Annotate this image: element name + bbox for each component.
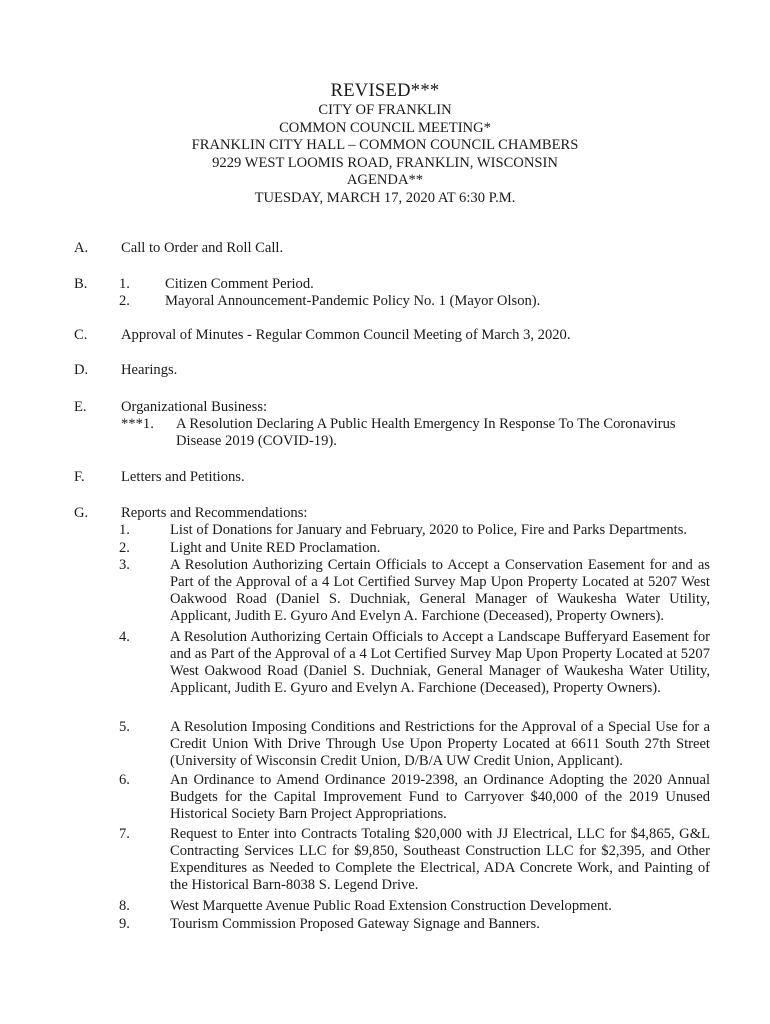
- item-text: An Ordinance to Amend Ordinance 2019-2398, an Ordinance Adopting the 2020 Annual Budgets for the Capital Improvement Fund to Carryover $40,000 of the 2019 Unused Historical Society Barn Project Appropriations.: [170, 772, 710, 822]
- agenda-header: [0, 80, 770, 208]
- section-text: Letters and Petitions.: [121, 469, 245, 485]
- meeting-date: TUESDAY, MARCH 17, 2020 AT 6:30 P.M.: [254, 189, 516, 206]
- item-number: 2.: [119, 293, 130, 309]
- section-letter: E.: [74, 399, 87, 415]
- section-letter: A.: [74, 240, 89, 256]
- meeting-location: FRANKLIN CITY HALL – COMMON COUNCIL CHAMBERS: [191, 137, 579, 154]
- item-number: 7.: [119, 826, 130, 842]
- meeting-name: COMMON COUNCIL MEETING*: [279, 119, 491, 136]
- item-text: Tourism Commission Proposed Gateway Signage and Banners.: [170, 916, 540, 932]
- section-text: Approval of Minutes - Regular Common Council Meeting of March 3, 2020.: [121, 327, 571, 343]
- section-letter: F.: [74, 469, 85, 485]
- item-text: Citizen Comment Period.: [165, 276, 314, 292]
- item-text: A Resolution Authorizing Certain Officials to Accept a Conservation Easement for and as Part of the Approval of a 4 Lot Certified Survey Map Upon Property Located at 5207 West Oakwood Road (Daniel S. Duchniak, General Manager of Waukesha Water Utility, Applicant, Judith E. Gyuro And Evelyn A. Farchione (Deceased), Property Owners).: [170, 557, 710, 624]
- item-number: 6.: [119, 772, 130, 788]
- item-number: 1.: [119, 276, 130, 292]
- section-text: Call to Order and Roll Call.: [121, 240, 284, 256]
- revised-title: REVISED***: [330, 81, 440, 101]
- item-text: Mayoral Announcement-Pandemic Policy No. 1 (Mayor Olson).: [165, 293, 541, 309]
- item-text: A Resolution Authorizing Certain Officials to Accept a Landscape Bufferyard Easement for and as Part of the Approval of a 4 Lot Certified Survey Map Upon Property Located at 5207 West Oakwood Road (Daniel S. Duchniak, General Manager of Waukesha Water Utility, Applicant, Judith E. Gyuro and Evelyn A. Farchione (Deceased), Property Owners).: [170, 629, 710, 696]
- section-text: Hearings.: [121, 362, 178, 378]
- section-letter: D.: [74, 362, 89, 378]
- item-number: 2.: [119, 540, 130, 556]
- item-text: Light and Unite RED Proclamation.: [170, 540, 381, 556]
- agenda-label: AGENDA**: [346, 172, 424, 189]
- revision-marker: ***1.: [121, 416, 154, 432]
- item-text: West Marquette Avenue Public Road Extension Construction Development.: [170, 898, 612, 914]
- item-number: 9.: [119, 916, 130, 932]
- section-text: Reports and Recommendations:: [121, 505, 308, 521]
- city-name: CITY OF FRANKLIN: [318, 102, 452, 118]
- item-text: Request to Enter into Contracts Totaling $20,000 with JJ Electrical, LLC for $4,865, G&L Contracting Services LLC for $9,850, Southeast Construction LLC for $2,395, and Other Expenditures as Needed to Complete the Electrical, ADA Concrete Work, and Painting of the Historical Barn-8038 S. Legend Drive.: [170, 826, 710, 893]
- item-number: 5.: [119, 719, 130, 735]
- item-text: List of Donations for January and February, 2020 to Police, Fire and Parks Departments.: [170, 522, 688, 538]
- section-text: Organizational Business:: [121, 399, 268, 415]
- section-letter: B.: [74, 276, 88, 292]
- item-text: A Resolution Declaring A Public Health Emergency In Response To The Coronavirus Disease 2019 (COVID-19).: [176, 416, 676, 449]
- item-number: 1.: [119, 522, 130, 538]
- item-text: A Resolution Imposing Conditions and Restrictions for the Approval of a Special Use for a Credit Union With Drive Through Use Upon Property Located at 6611 South 27th Street (University of Wisconsin Credit Union, D/B/A UW Credit Union, Applicant).: [170, 719, 710, 769]
- section-letter: C.: [74, 327, 88, 343]
- item-number: 4.: [119, 629, 130, 645]
- section-letter: G.: [74, 505, 89, 521]
- item-number: 8.: [119, 898, 130, 914]
- meeting-address: 9229 WEST LOOMIS ROAD, FRANKLIN, WISCONSIN: [212, 154, 558, 171]
- item-number: 3.: [119, 557, 130, 573]
